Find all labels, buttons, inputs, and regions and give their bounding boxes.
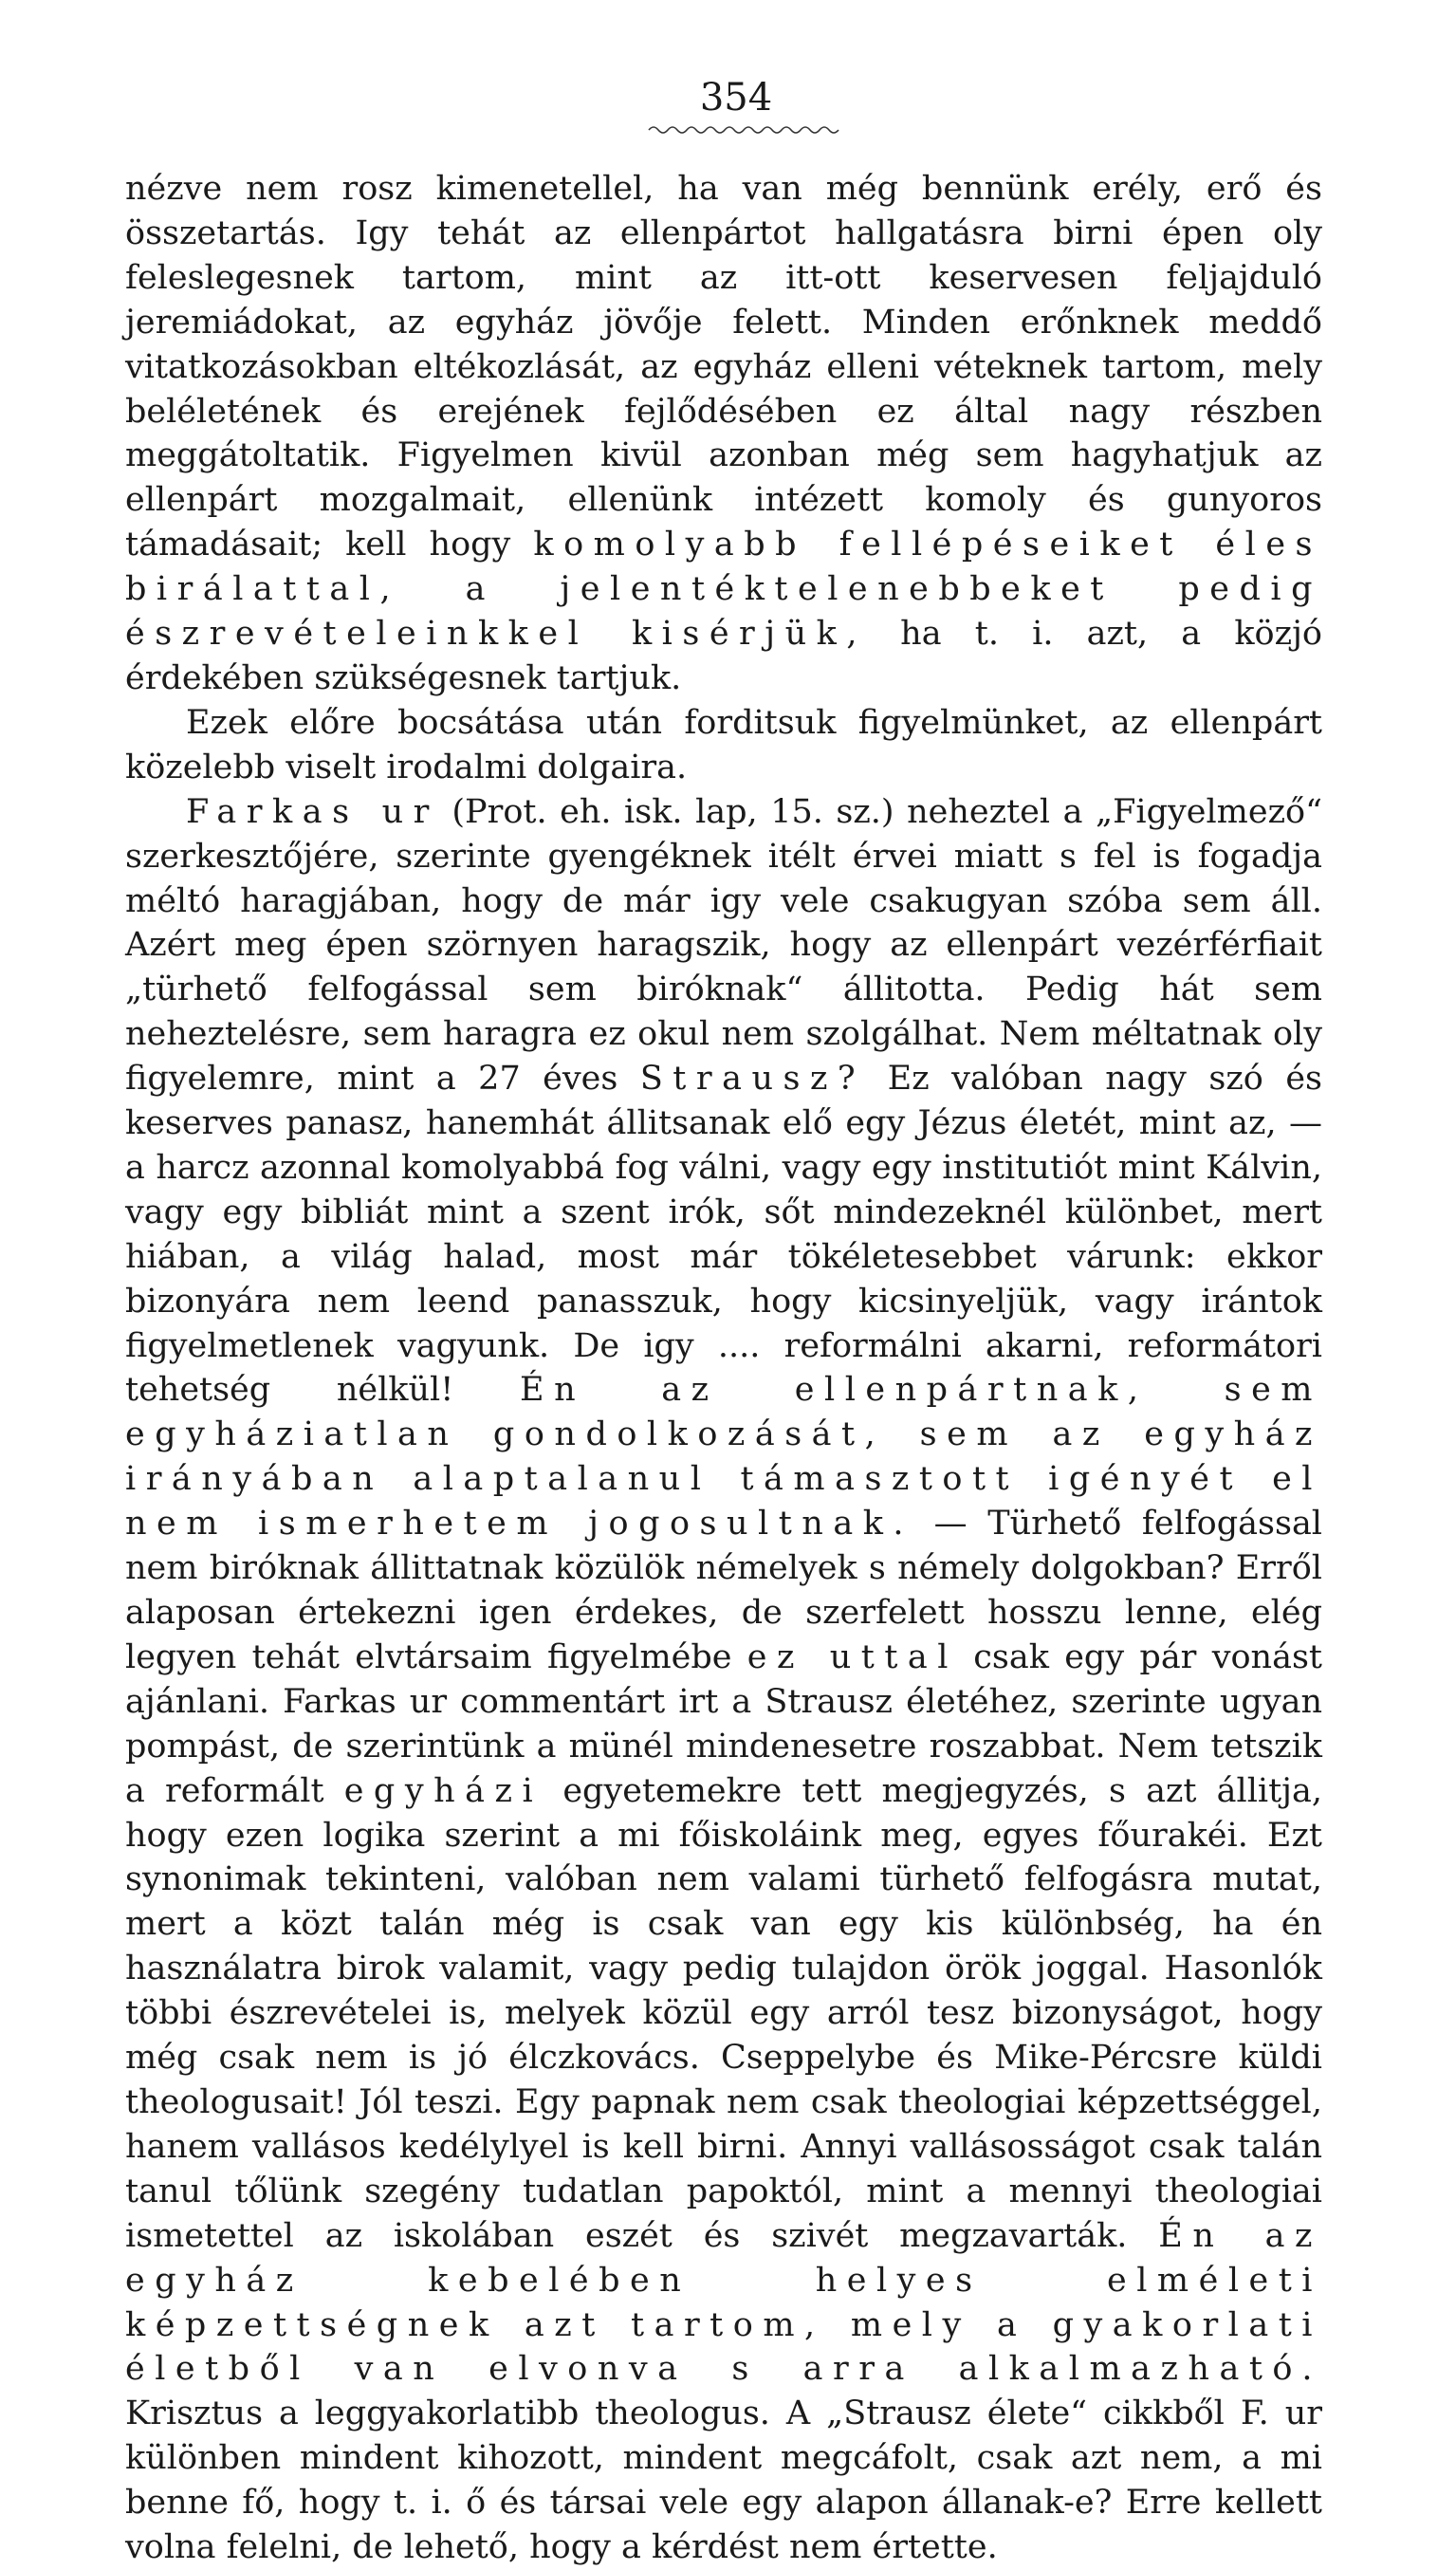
spaced-emphasis-text: ez uttal <box>746 1637 958 1676</box>
text-run: egyetemekre tett megjegyzés, s azt állitja, hogy ezen logika szerint a mi főiskoláink meg, egyes főurakéi. Ezt synonimak tekinteni, valóban nem valami türhető felfogásra mutat, mert a közt talán még is csak van egy kis különbség, ha én használatra birok valamit, vagy pedig tulajdon örök joggal. Hasonlók többi észrevételei is, melyek közül egy arról tesz bizonyságot, hogy még csak nem is jó élczkovács. Cseppelybe és Mike-Pércsre küldi theologusait! Jól teszi. Egy papnak nem csak theologiai képzettséggel, hanem vallásos kedélylyel is kell birni. Annyi vallásosságot csak talán tanul tőlünk szegény tudatlan papoktól, mint a mennyi theologiai ismetettel az iskolában eszét és szivét megzavarták. <box>125 1771 1322 2255</box>
spaced-emphasis-text: komolyabb fellépéseiket éles birálattal, a jelentéktelenebbeket pedig észrevételeinkkel kisérjük, <box>125 526 1322 654</box>
text-run: Ezek előre bocsátása után forditsuk figyelmünket, az ellenpárt közelebb viselt irodalmi dolgaira. <box>125 703 1322 786</box>
text-run: — Türhető felfogással nem biróknak állittatnak közülök némelyek s némely dolgokban? Erről alaposan értekezni igen érdekes, de szerfelett hosszu lenne, elég legyen tehát elvtársaim figyelmébe <box>125 1505 1323 1676</box>
text-run: ha t. i. azt, a közjó érdekében szükségesnek tartjuk. <box>125 615 1322 697</box>
text-run: csak egy pár vonást ajánlani. Farkas ur commentárt irt a Strausz életéhez, szerinte ugyan pompást, de szerintünk a münél mindenesetre roszabbat. Nem tetszik a reformált <box>125 1637 1322 1810</box>
spaced-emphasis-text: Strausz? <box>639 1060 866 1099</box>
body-text <box>125 167 1322 2570</box>
spaced-emphasis-text: egyházi <box>343 1771 544 1810</box>
spaced-emphasis-text: Én az ellenpártnak, sem egyháziatlan gondolkozását, sem az egyház irányában alaptalanul támasztott igényét el nem ismerhetem jogosultnak. <box>125 1371 1322 1544</box>
text-run: (Prot. eh. isk. lap, 15. sz.) neheztel a „Figyelmező“ szerkesztőjére, szerinte gyengéknek itélt érvei miatt s fel is fogadja méltó haragjában, hogy de már igy vele csakugyan szóba sem áll. Azért meg épen szörnyen haragszik, hogy az ellenpárt vezérférfiait „türhető felfogással sem biróknak“ állitotta. Pedig hát sem neheztelésre, sem haragra ez okul nem szolgálhat. Nem méltatnak oly figyelemre, mint a 27 éves <box>125 792 1322 1099</box>
wavy-line-icon <box>647 123 846 137</box>
text-run: Ez valóban nagy szó és keserves panasz, hanemhát állitsanak elő egy Jézus életét, mint az, — a harcz azonnal komolyabbá fog válni, vagy egy institutiót mint Kálvin, vagy egy bibliát mint a szent irók, sőt mindezeknél különbet, mert hiában, a világ halad, most már tökéletesebbet várunk: ekkor bizonyára nem leend panasszuk, hogy kicsinyeljük, vagy irántok figyelmetlenek vagyunk. De igy .... reformálni akarni, reformátori tehetség nélkül! <box>125 1060 1322 1410</box>
page-number: 354 <box>699 76 773 120</box>
wavy-rule-ornament <box>647 123 846 137</box>
paragraph <box>125 167 1322 701</box>
paragraph <box>125 790 1322 2570</box>
spaced-emphasis-text: Farkas ur <box>186 792 439 831</box>
text-run: nézve nem rosz kimenetellel, ha van még bennünk erély, erő és összetartás. Igy tehát az ellenpártot hallgatásra birni épen oly feleslegesnek tartom, mint az itt-ott keservesen feljajduló jeremiádokat, az egyház jövője felett. Minden erőnknek meddő vitatkozásokban eltékozlását, az egyház elleni véteknek tartom, mely beléletének és erejének fejlődésében ez által nagy részben meggátoltatik. Figyelmen kivül azonban még sem hagyhatjuk az ellenpárt mozgalmait, ellenünk intézett komoly és gunyoros támadásait; kell hogy <box>125 170 1322 564</box>
paragraph <box>125 701 1322 790</box>
spaced-emphasis-text: Én az egyház kebelében helyes elméleti képzettségnek azt tartom, mely a gyakorlati életből van elvonva s arra alkalmazható. <box>125 2216 1322 2389</box>
book-page <box>125 74 1322 2570</box>
text-run: Krisztus a leggyakorlatibb theologus. A „Strausz élete“ cikkből F. ur különben mindent kihozott, mindent megcáfolt, csak azt nem, a mi benne fő, hogy t. i. ő és társai vele egy alapon állanak-e? Erre kellett volna felelni, de lehető, hogy a kérdést nem értette. <box>125 2394 1322 2567</box>
